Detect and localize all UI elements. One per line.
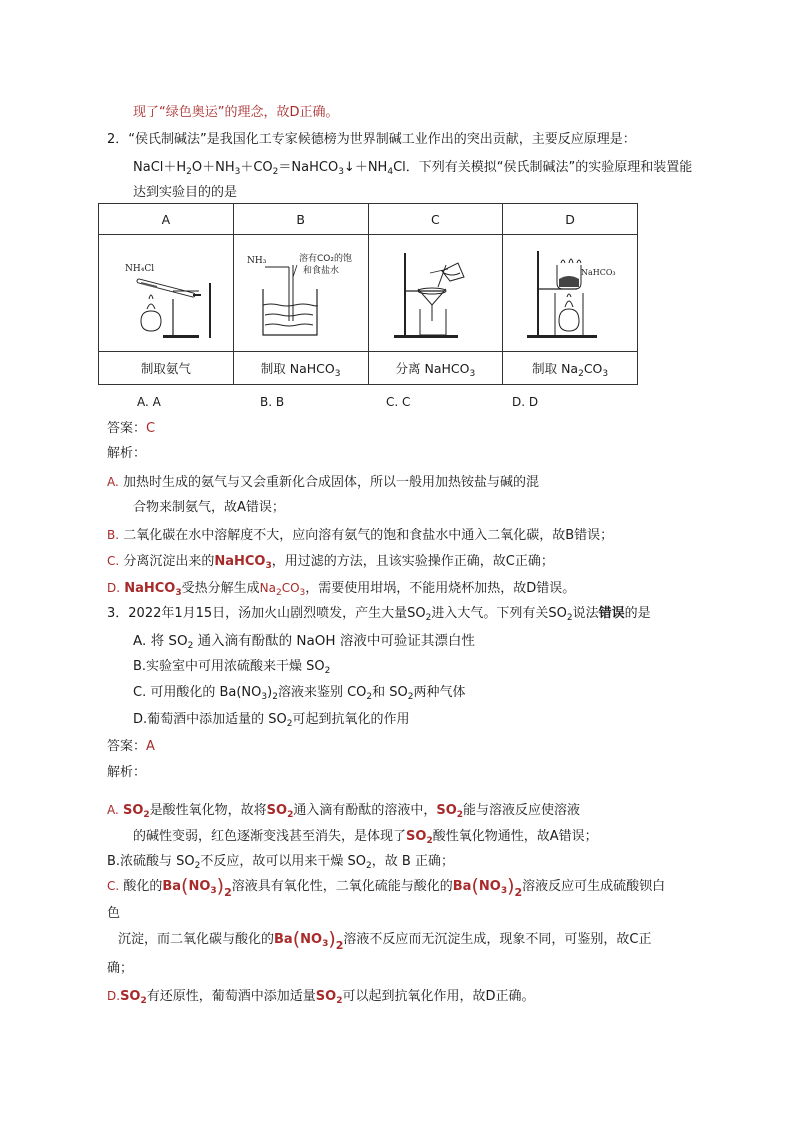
q3-option-a[interactable]: A. 将 $SO_2$ 通入滴有酚酞的 NaOH 溶液中可验证其漂白性	[133, 633, 475, 651]
q2-option-d[interactable]: D. D	[512, 395, 539, 409]
caption-d: 制取 $Na_2CO_3$	[503, 352, 638, 385]
q3-analysis-c-line3: 沉淀，而二氧化碳与酸化的$Ba(NO_3)_2$溶液不反应而无沉淀生成，现象不同，可鉴别，故C正	[118, 928, 652, 952]
apparatus-d-label: NaHCO₃	[581, 268, 616, 277]
q2-option-a[interactable]: A. A	[137, 395, 161, 409]
q2-number: 2．	[107, 132, 129, 147]
q3-option-b[interactable]: B.实验室中可用浓硫酸来干燥 $SO_2$	[133, 659, 331, 676]
q3-option-c[interactable]: C. 可用酸化的 $Ba(NO_3)_2$溶液来鉴别 $CO_2$和 $SO_2$两种气体	[133, 685, 466, 702]
q3-analysis-a-line1: A. $SO_2$是酸性氧化物，故将$SO_2$通入滴有酚酞的溶液中，$SO_2$能与溶液反应使溶液	[107, 803, 581, 820]
apparatus-b-solution-label-1: 溶有CO₂的饱	[298, 254, 352, 264]
q2-analysis-a-line2: 合物来制氨气，故A错误；	[133, 500, 285, 515]
apparatus-b-diagram	[241, 243, 361, 343]
q3-answer: 答案：A	[107, 739, 155, 754]
q1-tail-text: 现了“绿色奥运”的理念，故D正确。	[133, 105, 339, 120]
q2-analysis-b: B. 二氧化碳在水中溶解度不大，应向溶有氨气的饱和食盐水中通入二氧化碳，故B错误；	[107, 528, 614, 543]
q2-stem-line1	[107, 131, 636, 149]
q3-analysis-b: B.浓硫酸与 $SO_2$不反应，故可以用来干燥 $SO_2$，故 B 正确；	[107, 854, 454, 871]
q3-analysis-a-line2: 的碱性变弱，红色逐渐变浅甚至消失，是体现了$SO_2$酸性氧化物通性，故A错误；	[133, 829, 598, 846]
q2-analysis-d: D. NaHCO$_3$受热分解生成$Na_2CO_3$，需要使用坩埚，不能用烧杯加热，故D错误。	[107, 581, 576, 598]
q3-answer-value: A	[146, 739, 155, 754]
q3-option-d[interactable]: D.葡萄酒中添加适量的 $SO_2$可起到抗氧化的作用	[133, 712, 410, 729]
apparatus-c-cell	[368, 235, 503, 352]
apparatus-d-cell	[503, 235, 638, 352]
q2-answer: 答案：C	[107, 421, 156, 436]
apparatus-b-gas-label: NH₃	[246, 256, 266, 266]
table-image-row	[99, 235, 638, 352]
q3-stem-emphasis: 错误	[598, 606, 625, 621]
q3-analysis-c-line2: 色	[107, 906, 121, 921]
table-header-row	[99, 204, 638, 235]
header-c: C	[368, 204, 503, 235]
apparatus-a-diagram	[111, 243, 221, 343]
caption-a: 制取氨气	[99, 352, 234, 385]
q2-stem-text: “侯氏制碱法”是我国化工专家候德榜为世界制碱工业作出的突出贡献，主要反应原理是：	[128, 132, 636, 147]
q3-stem: 3．2022年1月15日，汤加火山剧烈喷发，产生大量$SO_2$进入大气。下列有关$SO_2$说法错误的是	[107, 606, 651, 623]
apparatus-table	[98, 203, 638, 385]
q2-option-b[interactable]: B. B	[260, 395, 285, 409]
q3-analysis-d: $D.SO_2$有还原性，葡萄酒中添加适量$SO_2$可以起到抗氧化作用，故D正确。	[107, 989, 535, 1006]
header-b: B	[233, 204, 368, 235]
q2-stem-line2: $NaCl+H_2O+NH_3+CO_2=NaHCO_3↓+NH_4Cl$．下列有关模拟“侯氏制碱法”的实验原理和装置能	[133, 160, 693, 177]
q2-option-c[interactable]: C. C	[386, 395, 411, 409]
table-caption-row	[99, 352, 638, 385]
q3-analysis-c-line4: 确；	[107, 961, 134, 976]
apparatus-d-diagram	[515, 243, 625, 343]
q3-analysis-c-line1: C. 酸化的$Ba(NO_3)_2$溶液具有氧化性，二氧化硫能与酸化的$Ba(NO_3)_2$溶液反应可生成硫酸钡白	[107, 875, 666, 899]
q2-analysis-label: 解析：	[107, 446, 147, 461]
q2-analysis-a-line1: A. 加热时生成的氨气与又会重新化合成固体，所以一般用加热铵盐与碱的混	[107, 475, 539, 490]
q2-answer-value: C	[146, 421, 156, 436]
q2-equation: $NaCl+H_2O+NH_3+CO_2=NaHCO_3↓+NH_4Cl$．	[133, 160, 419, 177]
apparatus-a-cell	[99, 235, 234, 352]
apparatus-b-cell	[233, 235, 368, 352]
caption-b: 制取 NaHCO$_3$	[233, 352, 368, 385]
q2-stem-line3: 达到实验目的的是	[133, 185, 238, 200]
apparatus-b-solution-label-2: 和食盐水	[302, 266, 339, 276]
header-d: D	[503, 204, 638, 235]
q3-analysis-label: 解析：	[107, 765, 147, 780]
apparatus-a-label: NH₄Cl	[124, 264, 154, 274]
caption-c: 分离 NaHCO$_3$	[368, 352, 503, 385]
apparatus-c-diagram	[380, 243, 490, 343]
q2-analysis-c: C. 分离沉淀出来的NaHCO$_3$，用过滤的方法，且该实验操作正确，故C正确；	[107, 554, 554, 571]
header-a: A	[99, 204, 234, 235]
